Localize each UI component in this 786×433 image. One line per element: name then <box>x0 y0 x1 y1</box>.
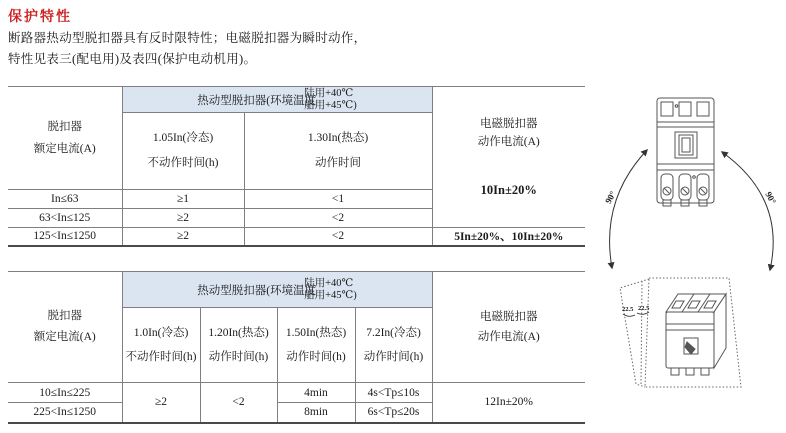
breaker-isometric-diagram <box>666 294 726 375</box>
trip-cell: <1 <box>244 190 432 209</box>
no-trip-merged-cell: ≥2 <box>122 383 200 423</box>
thermal-trip-header <box>122 272 432 308</box>
subheader-hot-120-line2: 动作时间(h) <box>208 351 269 363</box>
table-three-distribution <box>8 86 585 247</box>
range-cell: 10≤In≤225 <box>8 383 122 403</box>
trip-unit-label: 脱扣器 <box>47 121 82 133</box>
tilt-right-label: 22.5 <box>638 305 650 312</box>
trip-unit-rated-current-header <box>8 87 122 190</box>
rotation-arrow-left <box>610 150 647 268</box>
magnetic-label-1: 电磁脱扣器 <box>480 311 538 323</box>
subheader-hot-150-line2: 动作时间(h) <box>286 351 346 363</box>
thermal-header-text: 热动型脱扣器(环境温度 <box>197 284 317 297</box>
thermal-trip-header <box>122 87 432 113</box>
range-cell: 225<In≤1250 <box>8 403 122 423</box>
no-trip-cell: ≥1 <box>122 190 244 209</box>
ship-temp-label: 船用+45℃) <box>304 99 357 111</box>
range-cell: In≤63 <box>8 190 122 209</box>
subheader-hot-130 <box>244 113 432 190</box>
table-four-motor-protection <box>8 271 585 424</box>
magnetic-value-12in: 12In±20% <box>432 383 585 423</box>
intro-line-2: 特性见表三(配电用)及表四(保护电动机用)。 <box>8 52 257 66</box>
subheader-cold-105 <box>122 113 244 190</box>
magnetic-value-5in-10in: 5In±20%、10In±20% <box>432 228 585 246</box>
ambient-temp-stack <box>304 88 357 112</box>
intro-paragraph <box>8 28 366 70</box>
land-temp-label: 陆用+40℃ <box>304 277 354 289</box>
subheader-cold-105-line1: 1.05In(冷态) <box>152 132 214 144</box>
subheader-cold-10 <box>122 308 200 383</box>
tilt-left-label: 22.5 <box>622 306 634 313</box>
magnetic-trip-header <box>433 115 586 151</box>
range-cell: 125<In≤1250 <box>8 228 122 246</box>
thermal-header-text: 热动型脱扣器(环境温度 <box>197 94 317 107</box>
breaker-front-diagram <box>657 98 714 206</box>
rotation-right-label: 90° <box>763 189 779 206</box>
subheader-hot-150-line1: 1.50In(热态) <box>285 327 347 339</box>
magnetic-trip-header-cell <box>432 272 585 383</box>
subheader-cold-10-line2: 不动作时间(h) <box>125 351 197 363</box>
ship-temp-label: 船用+45℃) <box>304 289 357 301</box>
trip-unit-rated-current-header <box>8 272 122 383</box>
subheader-cold-105-line2: 不动作时间(h) <box>147 157 219 169</box>
subheader-cold-72-line2: 动作时间(h) <box>363 351 424 363</box>
intro-line-1: 断路器热动型脱扣器具有反时限特性；电磁脱扣器为瞬时动作， <box>8 31 367 45</box>
magnetic-trip-header-cell <box>432 87 585 228</box>
subheader-hot-120-line1: 1.20In(热态) <box>208 327 269 339</box>
no-trip-cell: ≥2 <box>122 209 244 228</box>
rotation-left-label: 90° <box>603 189 618 206</box>
time-150-cell: 8min <box>277 403 355 423</box>
trip-cell: <2 <box>244 228 432 246</box>
magnetic-value-10in: 10In±20% <box>480 183 537 197</box>
table-row <box>8 383 585 403</box>
ambient-temp-stack <box>304 278 357 302</box>
installation-diagrams <box>600 80 786 433</box>
subheader-hot-120 <box>200 308 277 383</box>
time-72-cell: 4s<Tp≤10s <box>355 383 432 403</box>
magnetic-label-2: 动作电流(A) <box>477 136 540 148</box>
trip-cell: <2 <box>244 209 432 228</box>
subheader-cold-72-line1: 7.2In(冷态) <box>366 327 421 339</box>
rated-current-label: 额定电流(A) <box>33 331 96 343</box>
subheader-cold-10-line1: 1.0In(冷态) <box>133 327 189 339</box>
subheader-cold-72 <box>355 308 432 383</box>
rotation-arrow-right <box>722 152 773 270</box>
time-72-cell: 6s<Tp≤20s <box>355 403 432 423</box>
magnetic-label-1: 电磁脱扣器 <box>480 118 538 130</box>
rated-current-label: 额定电流(A) <box>33 143 96 155</box>
magnetic-label-2: 动作电流(A) <box>477 331 540 343</box>
no-trip-cell: ≥2 <box>122 228 244 246</box>
land-temp-label: 陆用+40℃ <box>304 87 354 99</box>
page-title: 保护特性 <box>8 9 72 25</box>
subheader-hot-150 <box>277 308 355 383</box>
time-150-cell: 4min <box>277 383 355 403</box>
trip-unit-label: 脱扣器 <box>47 310 82 322</box>
table-row <box>8 228 585 246</box>
range-cell: 63<In≤125 <box>8 209 122 228</box>
trip-merged-cell: <2 <box>200 383 277 423</box>
subheader-hot-130-line2: 动作时间 <box>315 157 361 169</box>
subheader-hot-130-line1: 1.30In(热态) <box>307 132 369 144</box>
